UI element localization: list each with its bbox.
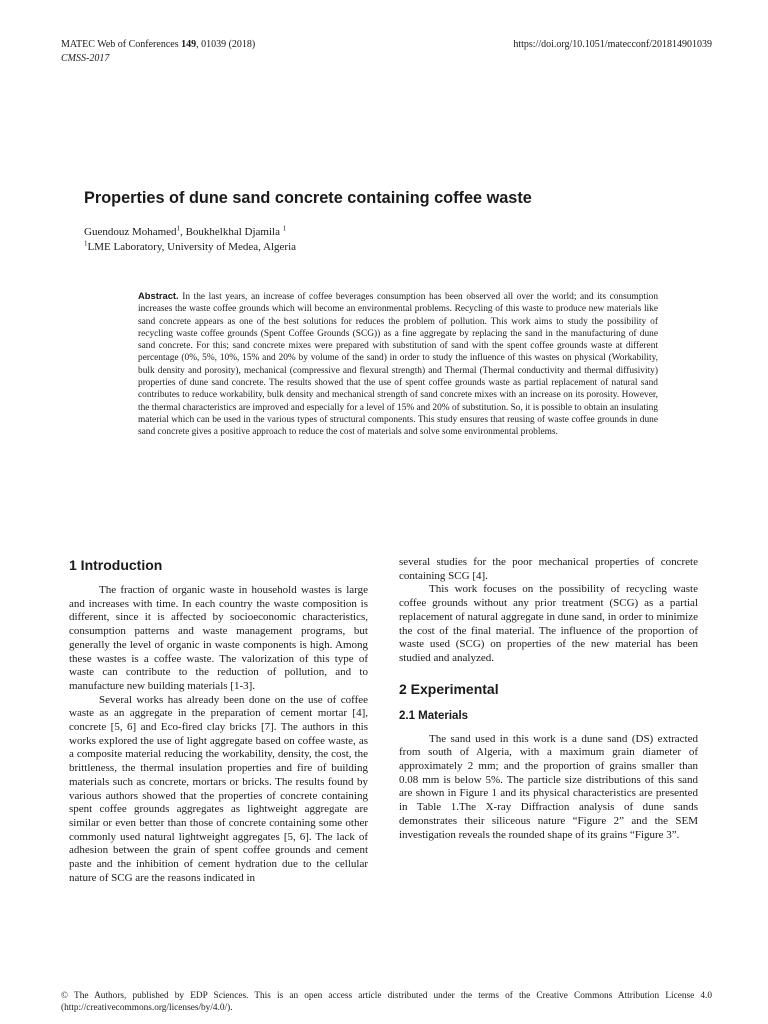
affiliation — [84, 240, 296, 254]
affiliation-marker: 1 — [282, 224, 287, 233]
paper-title: Properties of dune sand concrete containing coffee waste — [84, 189, 532, 207]
paragraph: Several works has already been done on the use of coffee waste as an aggregate in the preparation of cement mortar [4], concrete [5, 6] and Eco-fired clay bricks [7]. The authors in this works explored the use of light aggregate based on coffee waste, as a composite material reducing the workability, density, the cost, the brittleness, the thermal insulation properties and fire of building materials such as concrete, mortars or bricks. The results found by various authors showed that the properties of concrete containing spent coffee grounds aggregates as lightweight aggregate are similar or even better than those of concrete containing some other commonly used natural lightweight aggregates [5, 6]. The lack of adhesion between the grain of spent coffee grounds and cement paste and the inhibition of cement hydration due to the cellular nature of SCG are the reasons indicated in — [69, 693, 368, 884]
paragraph: The sand used in this work is a dune sand (DS) extracted from south of Algeria, with a maximum grain diameter of approximately 2 mm; and the proportion of grains smaller than 0.08 mm is below 5%. The particle size distributions of this sand are shown in Figure 1 and its physical characteristics are presented in Table 1.The X-ray Diffraction analysis of dune sands demonstrates their siliceous nature “Figure 2” and the SEM investigation reveals the rounded shape of its grains “Figure 3”. — [399, 732, 698, 841]
paragraph: This work focuses on the possibility of recycling waste coffee grounds without any prior treatment (SCG) as a partial replacement of natural aggregate in dune sand, in order to minimize the cost of the final material. The influence of the proportion of waste used (SCG) on properties of the new material has been studied and analyzed. — [399, 583, 698, 664]
abstract — [138, 290, 658, 439]
author-list — [84, 225, 286, 239]
affiliation-text: LME Laboratory, University of Medea, Algeria — [87, 241, 297, 253]
conference-label: CMSS-2017 — [61, 53, 110, 64]
subsection-heading-materials: 2.1 Materials — [399, 709, 469, 722]
license-footer: © The Authors, published by EDP Sciences. This is an open access article distributed under the terms of the Creative Commons Attribution License 4.0 (http://creativecommons.org/licenses/by/4.0/). — [61, 991, 712, 1013]
author-name: Guendouz Mohamed — [84, 226, 177, 238]
right-column — [399, 556, 698, 842]
left-column — [69, 556, 368, 885]
section-heading-experimental: 2 Experimental — [399, 680, 499, 697]
paragraph: several studies for the poor mechanical properties of concrete containing SCG [4]. — [399, 556, 698, 582]
author-name: , Boukhelkhal Djamila — [180, 226, 283, 238]
journal-volume: 149 — [181, 39, 197, 50]
affiliation-marker: 1 — [176, 224, 181, 233]
paragraph: The fraction of organic waste in household wastes is large and increases with time. In each country the waste composition is different, since it is affected by socioeconomic characteristics, consumption patterns and waste management programs, but generally the level of organic in waste components is high. Among these wastes is a coffee waste. The valorization of this type of waste can contribute to the reduction of pollution, and to manufacture new building materials [1-3]. — [69, 584, 368, 692]
abstract-label: Abstract. — [138, 290, 179, 301]
journal-header — [61, 38, 255, 66]
doi-link[interactable]: https://doi.org/10.1051/matecconf/201814901039 — [513, 39, 712, 50]
affiliation-marker: 1 — [84, 239, 88, 248]
abstract-text: In the last years, an increase of coffee beverages consumption has been observed all over the world; and its consumption increases the waste coffee grounds which will become an environmental problems. Recycling of this waste to produce new materials like sand concrete appears as one of the best solutions for reduces the problem of pollution. This work aims to study the possibility of recycling waste coffee grounds (Spent Coffee Grounds (SCG)) as a fine aggregate by replacing the sand in the manufacturing of dune sand concrete. For this; sand concrete mixes were prepared with substitution of sand with the spent coffee grounds waste at different percentage (0%, 5%, 10%, 15% and 20% by volume of the sand) in order to study the influence of this wastes on physical (Workability, bulk density and porosity), mechanical (compressive and flexural strength) and Thermal (Thermal conductivity and thermal diffusivity) properties of dune sand concrete. The results showed that the use of spent coffee grounds waste as partial replacement of natural sand contributes to reduce workability, bulk density and mechanical strength of sand concrete mixes with an increase on its porosity. However, the thermal characteristics are improved and especially for a level of 15% and 20% of substitution. So, it is possible to obtain an insulating material which can be used in the various types of structural components. This study ensures that reusing of waste coffee grounds in dune sand concrete gives a positive approach to reduce the cost of materials and solve some environmental problems. — [138, 292, 659, 438]
journal-citation: MATEC Web of Conferences 149, 01039 (2018) — [61, 39, 256, 50]
section-heading-introduction: 1 Introduction — [69, 557, 163, 573]
